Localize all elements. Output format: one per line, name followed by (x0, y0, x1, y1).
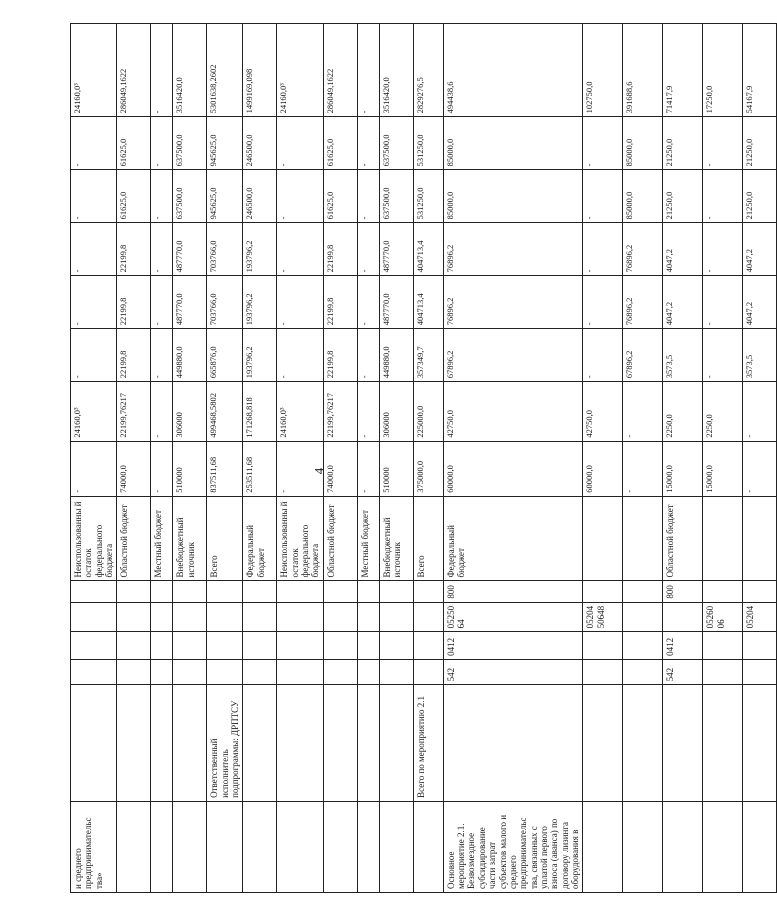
table-cell-c6 (379, 581, 413, 602)
table-cell-c15: 1499169,098 (243, 24, 277, 117)
table-cell-c14: - (583, 117, 623, 170)
table-cell-c8: - (357, 441, 379, 496)
table-cell-c4 (277, 632, 323, 660)
table-cell-c10: 3573,5 (663, 329, 703, 382)
table-cell-c1 (117, 801, 151, 892)
table-cell-c11: 404713,4 (413, 276, 443, 329)
table-row (413, 24, 443, 893)
table-cell-c13: 531250,0 (413, 170, 443, 223)
table-cell-c1 (357, 801, 379, 892)
table-cell-c11: - (357, 276, 379, 329)
table-cell-c1 (323, 801, 357, 892)
table-cell-c7: Областной бюджет (117, 496, 151, 581)
table-cell-c1 (663, 801, 703, 892)
table-cell-c2 (151, 685, 173, 802)
table-cell-c4 (743, 632, 777, 660)
table-cell-c8: 60000,0 (583, 441, 623, 496)
table-cell-c14: 85000,0 (623, 117, 663, 170)
table-cell-c13: - (71, 170, 117, 223)
table-cell-c7: Местный бюджет (357, 496, 379, 581)
table-cell-c7: Всего (207, 496, 243, 581)
table-cell-c9: 42750,0 (443, 382, 582, 441)
table-row (117, 24, 151, 893)
table-cell-c3 (623, 659, 663, 684)
table-cell-c8: - (743, 441, 777, 496)
table-cell-c8: 510000 (379, 441, 413, 496)
table-cell-c8: 375000,0 (413, 441, 443, 496)
table-cell-c13: 61625,0 (323, 170, 357, 223)
table-row (663, 24, 703, 893)
table-cell-c13: 21250,0 (663, 170, 703, 223)
table-cell-c3 (71, 659, 117, 684)
table-cell-c9: 225000,0 (413, 382, 443, 441)
table-row (207, 24, 243, 893)
table-cell-c9: 2250,0 (663, 382, 703, 441)
table-cell-c15: - (357, 24, 379, 117)
table-cell-c2 (117, 685, 151, 802)
table-cell-c4 (243, 632, 277, 660)
table-row (173, 24, 207, 893)
table-cell-c1 (413, 801, 443, 892)
table-cell-c4 (413, 632, 443, 660)
table-cell-c5: 05260 06 (703, 602, 743, 632)
table-cell-c5 (663, 602, 703, 632)
table-cell-c1 (173, 801, 207, 892)
table-cell-c3 (323, 659, 357, 684)
table-cell-c4: 0412 (663, 632, 703, 660)
table-cell-c3 (743, 659, 777, 684)
table-cell-c9: 306000 (379, 382, 413, 441)
table-cell-c5 (277, 602, 323, 632)
table-cell-c14: - (357, 117, 379, 170)
table-cell-c8: 253511,68 (243, 441, 277, 496)
table-cell-c9: 22199,76217 (323, 382, 357, 441)
table-cell-c10: - (357, 329, 379, 382)
table-cell-c2 (277, 685, 323, 802)
table-cell-c11: - (151, 276, 173, 329)
table-cell-c5: 05250 64 (443, 602, 582, 632)
rotated-table-container (70, 23, 756, 893)
table-cell-c12: 193796,2 (243, 223, 277, 276)
table-cell-c2 (379, 685, 413, 802)
table-cell-c9: 24160,0³ (71, 382, 117, 441)
table-cell-c11: 4047,2 (743, 276, 777, 329)
table-cell-c15: 54167,9 (743, 24, 777, 117)
table-cell-c14: 637500,0 (379, 117, 413, 170)
table-cell-c13: 945625,0 (207, 170, 243, 223)
page-number: 4 (311, 467, 327, 475)
table-cell-c14: 85000,0 (443, 117, 582, 170)
table-cell-c14: 531250,0 (413, 117, 443, 170)
table-cell-c1 (703, 801, 743, 892)
table-cell-c8: - (71, 441, 117, 496)
table-cell-c8: - (151, 441, 173, 496)
table-cell-c6 (71, 581, 117, 602)
table-cell-c10: 193796,2 (243, 329, 277, 382)
table-cell-c15: 286049,1622 (323, 24, 357, 117)
table-cell-c7 (743, 496, 777, 581)
table-cell-c5 (71, 602, 117, 632)
table-cell-c4 (623, 632, 663, 660)
table-cell-c8: - (623, 441, 663, 496)
table-cell-c3: 542 (443, 659, 582, 684)
table-cell-c1 (583, 801, 623, 892)
table-cell-c4 (703, 632, 743, 660)
table-cell-c8: - (277, 441, 323, 496)
table-cell-c6 (323, 581, 357, 602)
table-cell-c5 (117, 602, 151, 632)
table-cell-c3 (379, 659, 413, 684)
table-cell-c14: - (71, 117, 117, 170)
table-cell-c12: - (583, 223, 623, 276)
table-cell-c13: 21250,0 (743, 170, 777, 223)
table-row (277, 24, 323, 893)
table-cell-c9: 499468,5802 (207, 382, 243, 441)
table-cell-c7 (623, 496, 663, 581)
table-cell-c3 (583, 659, 623, 684)
table-cell-c3 (357, 659, 379, 684)
table-cell-c9: 24160,0³ (277, 382, 323, 441)
table-cell-c14: 61625,0 (117, 117, 151, 170)
table-cell-c13: - (703, 170, 743, 223)
table-cell-c3 (117, 659, 151, 684)
table-cell-c7: Областной бюджет (323, 496, 357, 581)
table-cell-c12: 703766,0 (207, 223, 243, 276)
table-cell-c6 (117, 581, 151, 602)
table-cell-c7: Всего (413, 496, 443, 581)
table-cell-c15: 494438,6 (443, 24, 582, 117)
budget-table (70, 23, 777, 893)
table-row (151, 24, 173, 893)
table-cell-c5: 05204 50648 (583, 602, 623, 632)
table-cell-c14: 246500,0 (243, 117, 277, 170)
table-cell-c1 (207, 801, 243, 892)
table-cell-c11: 76896,2 (623, 276, 663, 329)
table-cell-c10: 22199,8 (117, 329, 151, 382)
table-cell-c15: 391688,6 (623, 24, 663, 117)
table-cell-c2 (71, 685, 117, 802)
table-cell-c13: 637500,0 (379, 170, 413, 223)
table-cell-c2 (443, 685, 582, 802)
table-cell-c2: Ответственный исполнитель подпрограммы: ДРПТСУ (207, 685, 243, 802)
table-cell-c14: 637500,0 (173, 117, 207, 170)
table-cell-c10: 665876,0 (207, 329, 243, 382)
table-cell-c11: - (277, 276, 323, 329)
table-cell-c15: 286049,1622 (117, 24, 151, 117)
table-cell-c6 (357, 581, 379, 602)
table-cell-c4 (583, 632, 623, 660)
table-cell-c6 (173, 581, 207, 602)
table-cell-c11: 487770,0 (379, 276, 413, 329)
table-cell-c10: 449880,0 (379, 329, 413, 382)
table-cell-c7: Федеральный бюджет (243, 496, 277, 581)
table-cell-c6: 800 (443, 581, 582, 602)
table-cell-c4 (173, 632, 207, 660)
table-cell-c2 (243, 685, 277, 802)
table-cell-c12: 487770,0 (173, 223, 207, 276)
table-cell-c7: Внебюджетный источник (173, 496, 207, 581)
table-cell-c8: 510000 (173, 441, 207, 496)
table-cell-c4 (71, 632, 117, 660)
table-row (703, 24, 743, 893)
table-cell-c6 (151, 581, 173, 602)
table-row (379, 24, 413, 893)
table-cell-c8: 60000,0 (443, 441, 582, 496)
table-cell-c7 (583, 496, 623, 581)
table-cell-c15: 2829276,5 (413, 24, 443, 117)
table-cell-c15: 102750,0 (583, 24, 623, 117)
table-row (583, 24, 623, 893)
table-cell-c15: 17250,0 (703, 24, 743, 117)
table-cell-c4: 0412 (443, 632, 582, 660)
table-cell-c5 (413, 602, 443, 632)
table-cell-c13: - (151, 170, 173, 223)
table-cell-c9: 42750,0 (583, 382, 623, 441)
table-cell-c13: 85000,0 (623, 170, 663, 223)
table-cell-c8: 74000,0 (117, 441, 151, 496)
table-cell-c4 (207, 632, 243, 660)
table-cell-c2 (583, 685, 623, 802)
table-cell-c13: 85000,0 (443, 170, 582, 223)
table-cell-c5 (243, 602, 277, 632)
table-cell-c10: - (151, 329, 173, 382)
table-cell-c7: Областной бюджет (663, 496, 703, 581)
table-cell-c15: 3516420,0 (173, 24, 207, 117)
table-cell-c12: 22199,8 (323, 223, 357, 276)
table-cell-c2: Всего по мероприятию 2.1 (413, 685, 443, 802)
table-cell-c2 (173, 685, 207, 802)
table-cell-c11: 193796,2 (243, 276, 277, 329)
table-cell-c10: 22199,8 (323, 329, 357, 382)
table-cell-c12: 76896,2 (623, 223, 663, 276)
table-cell-c7: Неиспользованны й остаток федерального бюджета (277, 496, 323, 581)
table-cell-c11: 4047,2 (663, 276, 703, 329)
table-cell-c8: 74000,0 (323, 441, 357, 496)
table-cell-c10: 449880,0 (173, 329, 207, 382)
table-cell-c4 (151, 632, 173, 660)
table-cell-c15: 5301638,2602 (207, 24, 243, 117)
table-cell-c5 (379, 602, 413, 632)
table-cell-c10: 357349,7 (413, 329, 443, 382)
table-cell-c14: 945625,0 (207, 117, 243, 170)
table-cell-c12: 76896,2 (443, 223, 582, 276)
table-cell-c11: - (71, 276, 117, 329)
table-cell-c5 (357, 602, 379, 632)
table-cell-c5 (623, 602, 663, 632)
table-cell-c11: 22199,8 (117, 276, 151, 329)
table-cell-c14: 21250,0 (743, 117, 777, 170)
table-cell-c3 (277, 659, 323, 684)
table-cell-c14: - (277, 117, 323, 170)
table-row (71, 24, 117, 893)
table-cell-c1 (151, 801, 173, 892)
table-cell-c1: Основное мероприятие 2.1. Безвозмездное субсидирование части затрат субъектов малого и среднего предпринимательс тва, связанных с уплатой первого взноса (аванса) по договору лизинга оборудования в (443, 801, 582, 892)
table-cell-c9: 22199,76217 (117, 382, 151, 441)
table-cell-c12: 404713,4 (413, 223, 443, 276)
table-cell-c5 (207, 602, 243, 632)
table-cell-c4 (323, 632, 357, 660)
table-cell-c10: - (583, 329, 623, 382)
table-cell-c6 (277, 581, 323, 602)
table-cell-c14: 61625,0 (323, 117, 357, 170)
table-cell-c11: 22199,8 (323, 276, 357, 329)
table-cell-c2 (623, 685, 663, 802)
table-row (443, 24, 582, 893)
table-cell-c1: и среднего предпринимательс тва» (71, 801, 117, 892)
table-cell-c7: Неиспользованны й остаток федерального бюджета (71, 496, 117, 581)
table-row (243, 24, 277, 893)
table-cell-c2 (663, 685, 703, 802)
table-cell-c3 (151, 659, 173, 684)
table-cell-c9: - (357, 382, 379, 441)
table-cell-c11: - (583, 276, 623, 329)
table-cell-c11: 76896,2 (443, 276, 582, 329)
table-cell-c1 (379, 801, 413, 892)
table-cell-c13: 637500,0 (173, 170, 207, 223)
table-cell-c10: - (277, 329, 323, 382)
table-cell-c2 (743, 685, 777, 802)
table-cell-c13: 61625,0 (117, 170, 151, 223)
table-cell-c13: 246500,0 (243, 170, 277, 223)
table-cell-c5 (173, 602, 207, 632)
table-cell-c12: 4047,2 (743, 223, 777, 276)
table-cell-c15: 24160,0³ (277, 24, 323, 117)
table-cell-c8: 837511,68 (207, 441, 243, 496)
table-cell-c3 (207, 659, 243, 684)
table-cell-c2 (357, 685, 379, 802)
table-row (357, 24, 379, 893)
table-cell-c10: - (703, 329, 743, 382)
table-cell-c14: - (703, 117, 743, 170)
table-cell-c11: 703766,0 (207, 276, 243, 329)
table-cell-c11: - (703, 276, 743, 329)
table-cell-c10: 67896,2 (623, 329, 663, 382)
table-cell-c4 (117, 632, 151, 660)
table-row (743, 24, 777, 893)
table-cell-c9: - (623, 382, 663, 441)
table-cell-c7: Внебюджетный источник (379, 496, 413, 581)
table-cell-c13: - (277, 170, 323, 223)
table-cell-c10: - (71, 329, 117, 382)
table-cell-c8: 15000,0 (703, 441, 743, 496)
table-cell-c12: - (703, 223, 743, 276)
table-cell-c3 (243, 659, 277, 684)
table-cell-c6: 800 (663, 581, 703, 602)
table-cell-c3 (173, 659, 207, 684)
table-cell-c6 (413, 581, 443, 602)
table-cell-c2 (323, 685, 357, 802)
table-cell-c6 (623, 581, 663, 602)
table-cell-c13: - (583, 170, 623, 223)
table-cell-c15: - (151, 24, 173, 117)
table-cell-c12: - (71, 223, 117, 276)
table-cell-c7 (703, 496, 743, 581)
table-cell-c9: 171268,818 (243, 382, 277, 441)
table-cell-c6 (207, 581, 243, 602)
table-cell-c12: 22199,8 (117, 223, 151, 276)
table-cell-c1 (623, 801, 663, 892)
table-cell-c14: - (151, 117, 173, 170)
table-cell-c5 (323, 602, 357, 632)
table-cell-c3: 542 (663, 659, 703, 684)
table-row (623, 24, 663, 893)
table-cell-c6 (743, 581, 777, 602)
table-cell-c1 (243, 801, 277, 892)
table-cell-c12: - (277, 223, 323, 276)
table-cell-c6 (243, 581, 277, 602)
table-cell-c9: - (743, 382, 777, 441)
table-cell-c12: - (357, 223, 379, 276)
table-cell-c15: 3516420,0 (379, 24, 413, 117)
table-cell-c12: 4047,2 (663, 223, 703, 276)
table-cell-c6 (583, 581, 623, 602)
table-cell-c15: 71417,9 (663, 24, 703, 117)
table-cell-c9: 2250,0 (703, 382, 743, 441)
table-cell-c4 (379, 632, 413, 660)
table-cell-c1 (743, 801, 777, 892)
table-cell-c9: - (151, 382, 173, 441)
table-cell-c12: - (151, 223, 173, 276)
table-cell-c5 (151, 602, 173, 632)
table-cell-c3 (413, 659, 443, 684)
table-cell-c2 (703, 685, 743, 802)
table-cell-c6 (703, 581, 743, 602)
table-cell-c3 (703, 659, 743, 684)
table-cell-c14: 21250,0 (663, 117, 703, 170)
table-cell-c12: 487770,0 (379, 223, 413, 276)
table-cell-c7: Местный бюджет (151, 496, 173, 581)
table-cell-c8: 15000,0 (663, 441, 703, 496)
table-cell-c1 (277, 801, 323, 892)
table-cell-c11: 487770,0 (173, 276, 207, 329)
table-cell-c9: 306000 (173, 382, 207, 441)
table-cell-c10: 3573,5 (743, 329, 777, 382)
table-cell-c5: 05204 (743, 602, 777, 632)
table-cell-c13: - (357, 170, 379, 223)
table-cell-c4 (357, 632, 379, 660)
table-cell-c7: Федеральный бюджет (443, 496, 582, 581)
table-row (323, 24, 357, 893)
table-cell-c10: 67896,2 (443, 329, 582, 382)
table-cell-c15: 24160,0³ (71, 24, 117, 117)
